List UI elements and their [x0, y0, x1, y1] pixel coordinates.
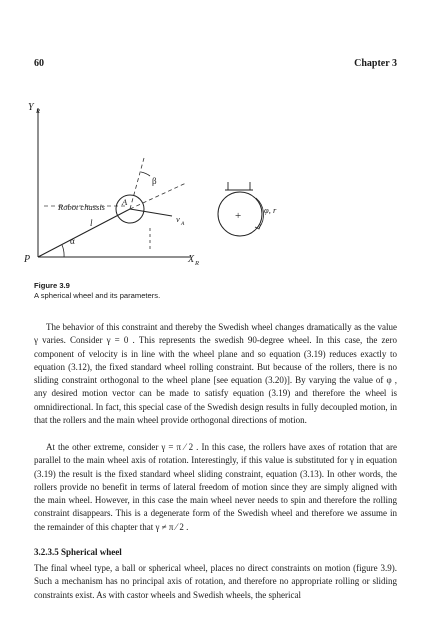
wheel-center-plus: +: [235, 210, 242, 222]
figure-caption-text: A spherical wheel and its parameters.: [34, 291, 161, 300]
velocity-arrow: [130, 209, 172, 216]
beta-label: β: [152, 176, 157, 186]
arm-line: [38, 209, 130, 257]
paragraph-2: At the other extreme, consider γ = π ⁄ 2 . In this case, the rollers have axes of rotation that are parallel to the main wheel axis of rotation. Interestingly, if this value is substituted for γ in equation (3.19) the result is the fixed standard wheel sliding constraint, equation (3.13). In other words, the rollers provide no benefit in terms of lateral freedom of motion since they are simply aligned with the main wheel. However, in this case the main wheel never needs to spin and therefore the rolling constraint disappears. This is a degenerate form of the Swedish wheel and therefore we assume in the remainder of this chapter that γ ≠ π ⁄ 2 .: [34, 442, 397, 532]
figure-caption: [34, 281, 394, 301]
page-number: 60: [34, 58, 44, 69]
origin-label: P: [24, 254, 31, 265]
figure-caption-label: Figure 3.9: [34, 281, 70, 290]
section-heading: 3.2.3.5 Spherical wheel: [34, 547, 122, 557]
velocity-subscript: A: [181, 221, 185, 227]
x-axis-subscript: R: [195, 260, 199, 267]
point-a-label: A: [122, 197, 128, 207]
velocity-label: v: [176, 214, 180, 224]
chapter-label: Chapter 3: [354, 58, 397, 69]
section-paragraph: The final wheel type, a ball or spherical wheel, places no direct constraints on motion (figure 3.9). Such a mechanism has no principal axis of rotation, and therefore no appropriate rolling or sliding constraints exist. As with castor wheels and Swedish wheels, the spherical: [34, 563, 397, 600]
y-axis-subscript: R: [36, 108, 40, 115]
chassis-label: Robot chassis: [58, 202, 105, 212]
beta-arc: [141, 172, 150, 176]
x-axis-label: X: [188, 254, 195, 265]
dashed-ray-right: [130, 183, 186, 209]
spherical-wheel-figure: [0, 0, 427, 290]
alpha-label: α: [70, 236, 75, 246]
paragraph-1: The behavior of this constraint and thereby the Swedish wheel changes dramatically as the value γ varies. Consider γ = 0 . This represents the swedish 90-degree wheel. In this case, the zero component of velocity is in line with the wheel plane and so equation (3.19) reduces exactly to equation (3.12), the fixed standard wheel rolling constraint. But because of the rollers, there is no sliding constraint orthogonal to the wheel plane [see equation (3.20)]. By varying the value of φ , any desired motion vector can be made to satisfy equation (3.19) and therefore the wheel is omnidirectional. In fact, this special case of the Swedish design results in fully decoupled motion, in that the rollers and the main wheel provide orthogonal directions of motion.: [34, 322, 397, 426]
alpha-arc: [62, 245, 64, 257]
y-axis-label: Y: [28, 102, 34, 113]
wheel-params-label: φ, r: [264, 205, 277, 215]
arm-label: l: [90, 218, 93, 228]
